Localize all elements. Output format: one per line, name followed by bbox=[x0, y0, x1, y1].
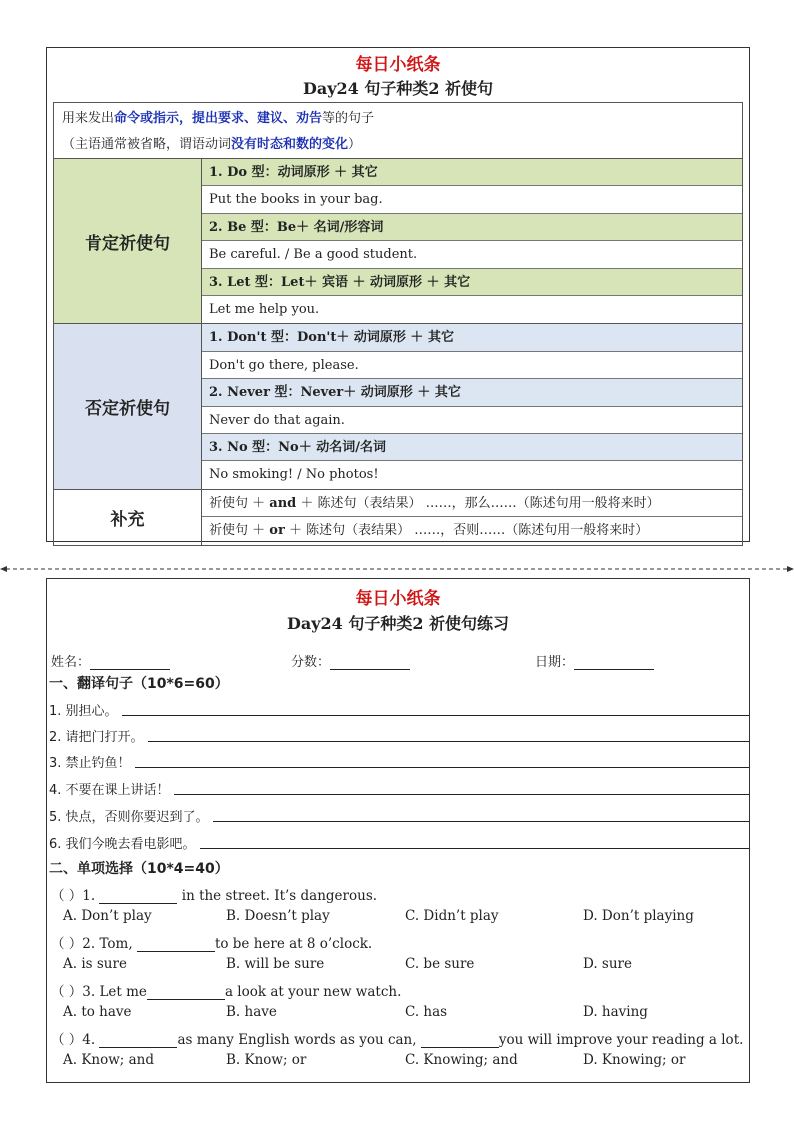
card1-header: 每日小纸条 bbox=[355, 55, 441, 75]
score-label: 分数： bbox=[291, 655, 331, 670]
translation-item[interactable] bbox=[49, 805, 749, 825]
supplement-label: 补充 bbox=[54, 490, 202, 545]
question-number: （ ）4. bbox=[51, 1032, 100, 1048]
intro-box bbox=[54, 103, 742, 159]
translation-prompt: 2. 请把门打开。 bbox=[49, 730, 144, 745]
mc-question bbox=[51, 884, 377, 904]
translation-item[interactable] bbox=[49, 751, 749, 771]
date-label: 日期： bbox=[535, 655, 575, 670]
option-a[interactable]: A. Don’t play bbox=[63, 908, 152, 924]
example-row: Let me help you. bbox=[209, 301, 320, 317]
rule-row: 1. Do 型：动词原形 ＋ 其它 bbox=[202, 159, 742, 186]
option-c[interactable]: C. Didn’t play bbox=[405, 908, 499, 924]
answer-blank[interactable] bbox=[137, 937, 215, 952]
question-text: as many English words as you can, bbox=[177, 1032, 421, 1048]
option-c[interactable]: C. be sure bbox=[405, 956, 475, 972]
example-row: Never do that again. bbox=[202, 407, 742, 434]
translation-prompt: 1. 别担心。 bbox=[49, 704, 118, 719]
positive-label: 肯定祈使句 bbox=[54, 159, 202, 323]
date-field[interactable] bbox=[535, 651, 654, 670]
question-text: a look at your new watch. bbox=[224, 984, 402, 1000]
mc-question bbox=[51, 980, 401, 1000]
translation-prompt: 6. 我们今晚去看电影吧。 bbox=[49, 837, 196, 852]
supplement-section bbox=[54, 490, 742, 545]
option-b[interactable]: B. Know; or bbox=[226, 1052, 307, 1068]
supplement-text: 祈使句 ＋ bbox=[209, 523, 266, 539]
intro-text: 用来发出 bbox=[62, 111, 115, 126]
option-a[interactable]: A. Know; and bbox=[63, 1052, 155, 1068]
option-a[interactable]: A. is sure bbox=[63, 956, 127, 972]
info-line bbox=[51, 651, 751, 673]
question-text: to be here at 8 o’clock. bbox=[214, 936, 373, 952]
example-row: Don't go there, please. bbox=[202, 352, 742, 379]
exercise-card bbox=[46, 578, 750, 1083]
example-row: Put the books in your bag. bbox=[202, 186, 742, 213]
answer-blank[interactable] bbox=[99, 889, 177, 904]
section1-title: 一、翻译句子（10*6=60） bbox=[49, 676, 229, 692]
option-c[interactable]: C. has bbox=[405, 1004, 448, 1020]
negative-label: 否定祈使句 bbox=[54, 324, 202, 488]
question-text: you will improve your reading a lot. bbox=[498, 1032, 744, 1048]
card2-title: Day24 句子种类2 祈使句练习 bbox=[286, 614, 510, 633]
question-number: （ ）1. bbox=[51, 888, 100, 904]
mc-options bbox=[63, 956, 743, 976]
mc-options bbox=[63, 1004, 743, 1024]
arrow-left-icon bbox=[0, 566, 7, 572]
intro-line-1 bbox=[62, 106, 734, 132]
arrow-right-icon bbox=[787, 566, 794, 572]
option-d[interactable]: D. Don’t playing bbox=[583, 908, 694, 924]
translation-item[interactable] bbox=[49, 778, 749, 798]
option-c[interactable]: C. Knowing; and bbox=[405, 1052, 518, 1068]
negative-section bbox=[54, 324, 742, 489]
rule-row: 2. Be 型：Be＋ 名词/形容词 bbox=[202, 214, 742, 241]
question-number: （ ）2. Tom, bbox=[51, 936, 137, 952]
card2-header: 每日小纸条 bbox=[355, 589, 441, 609]
mc-question bbox=[51, 932, 372, 952]
mc-question bbox=[51, 1028, 743, 1048]
translation-prompt: 4. 不要在课上讲话！ bbox=[49, 783, 170, 798]
translation-item[interactable] bbox=[49, 832, 749, 852]
mc-options bbox=[63, 1052, 743, 1072]
positive-section bbox=[54, 159, 742, 324]
rule-row: 1. Don't 型：Don't＋ 动词原形 ＋ 其它 bbox=[202, 324, 742, 351]
option-b[interactable]: B. Doesn’t play bbox=[226, 908, 330, 924]
option-d[interactable]: D. sure bbox=[583, 956, 632, 972]
reference-card bbox=[46, 47, 750, 542]
intro-text: （主语通常被省略，谓语动词 bbox=[62, 137, 232, 152]
option-a[interactable]: A. to have bbox=[63, 1004, 132, 1020]
cut-line-divider bbox=[0, 566, 794, 572]
supplement-keyword: or bbox=[269, 523, 285, 539]
translation-prompt: 3. 禁止钓鱼！ bbox=[49, 756, 131, 771]
example-row: No smoking! / No photos! bbox=[209, 467, 379, 483]
score-field[interactable] bbox=[291, 651, 410, 670]
option-b[interactable]: B. have bbox=[226, 1004, 277, 1020]
intro-highlight: 命令或指示，提出要求、建议、劝告 bbox=[114, 111, 323, 126]
example-row: Be careful. / Be a good student. bbox=[202, 241, 742, 268]
answer-blank[interactable] bbox=[99, 1033, 177, 1048]
mc-options bbox=[63, 908, 743, 928]
intro-text: 等的句子 bbox=[322, 111, 375, 126]
supplement-keyword: and bbox=[269, 495, 297, 511]
supplement-text: 祈使句 ＋ bbox=[209, 495, 266, 511]
question-number: （ ）3. Let me bbox=[51, 984, 147, 1000]
translation-item[interactable] bbox=[49, 725, 749, 745]
option-d[interactable]: D. Knowing; or bbox=[583, 1052, 686, 1068]
grammar-table bbox=[53, 102, 743, 546]
intro-line-2 bbox=[62, 132, 734, 158]
intro-highlight: 没有时态和数的变化 bbox=[231, 137, 349, 152]
name-field[interactable] bbox=[51, 651, 170, 670]
rule-row: 3. No 型：No＋ 动名词/名词 bbox=[202, 434, 742, 461]
supplement-row bbox=[202, 490, 742, 518]
translation-prompt: 5. 快点，否则你要迟到了。 bbox=[49, 810, 209, 825]
option-d[interactable]: D. having bbox=[583, 1004, 648, 1020]
answer-blank[interactable] bbox=[421, 1033, 499, 1048]
name-label: 姓名： bbox=[51, 655, 91, 670]
intro-text: ） bbox=[348, 137, 362, 152]
supplement-row bbox=[202, 517, 742, 545]
question-text: in the street. It’s dangerous. bbox=[177, 888, 378, 904]
card1-title: Day24 句子种类2 祈使句 bbox=[302, 79, 494, 98]
supplement-text: ＋ 陈述句（表结果） ……，否则……（陈述句用一般将来时） bbox=[288, 523, 649, 539]
rule-row: 3. Let 型：Let＋ 宾语 ＋ 动词原形 ＋ 其它 bbox=[202, 269, 742, 296]
supplement-text: ＋ 陈述句（表结果） ……，那么……（陈述句用一般将来时） bbox=[300, 495, 660, 511]
section2-title: 二、单项选择（10*4=40） bbox=[49, 861, 229, 877]
option-b[interactable]: B. will be sure bbox=[226, 956, 325, 972]
rule-row: 2. Never 型：Never＋ 动词原形 ＋ 其它 bbox=[202, 379, 742, 406]
answer-blank[interactable] bbox=[147, 985, 225, 1000]
translation-item[interactable] bbox=[49, 699, 749, 719]
